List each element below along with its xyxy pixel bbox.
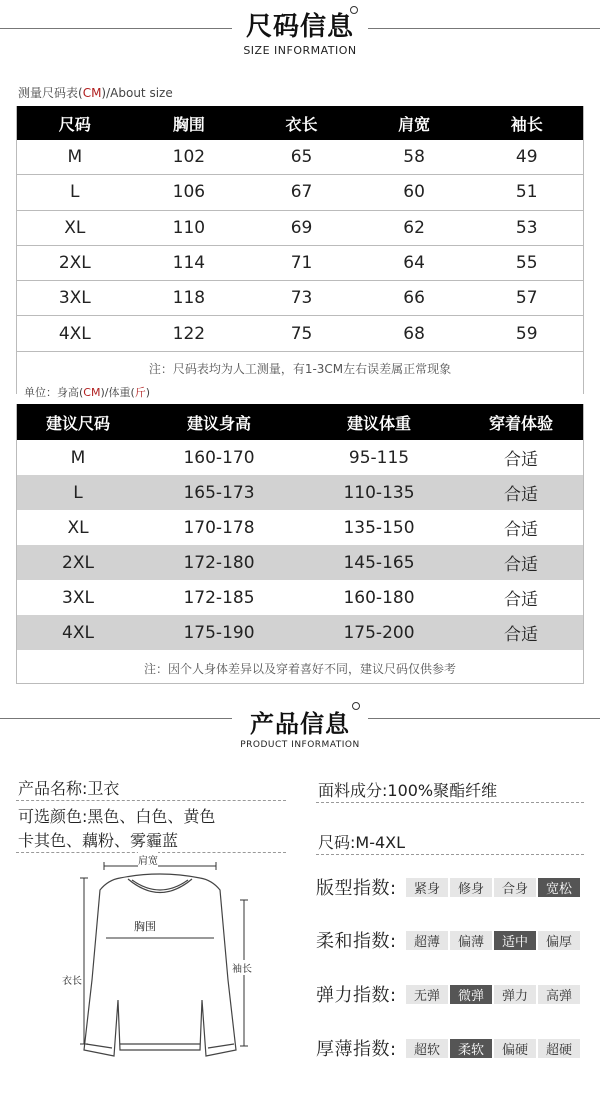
thickness-index-row [316,1037,582,1059]
thickness-option-chip-selected: 柔软 [450,1039,492,1058]
thickness-option-chip: 偏硬 [494,1039,536,1058]
table-cell: L [70,182,80,203]
elasticity-index-label: 弹力指数: [316,985,397,1006]
table-cell: 3XL [62,587,94,608]
recommend-caption [24,384,150,400]
fit-option-chip-selected: 宽松 [538,878,580,897]
table-cell: 73 [290,288,313,309]
fit-option-chip: 合身 [494,878,536,897]
table-cell: 172-180 [183,552,255,573]
table-cell: 49 [515,147,538,168]
softness-option-chip-selected: 适中 [494,931,536,950]
softness-option-chip: 偏厚 [538,931,580,950]
recommend-table-row [17,475,583,510]
measure-header-cell: 尺码 [58,114,91,134]
thickness-option-chip: 超软 [406,1039,448,1058]
table-cell: 95-115 [348,447,410,468]
table-cell: 合适 [504,625,538,645]
measure-table-header [17,106,583,140]
elasticity-option-chip: 高弹 [538,985,580,1004]
recommend-caption-suffix: ) [145,386,151,399]
dashed-divider [316,802,584,803]
table-cell: 3XL [58,288,91,309]
table-cell: 合适 [504,485,538,505]
measure-table-row [17,281,583,316]
recommend-table-row [17,545,583,580]
degree-ring-icon [350,6,358,14]
header-rule-right [368,28,600,29]
table-cell: 102 [172,147,206,168]
table-cell: 4XL [58,323,91,344]
size-info-subtitle: SIZE INFORMATION [243,44,357,57]
table-cell: M [70,447,86,468]
measure-header-cell: 衣长 [285,114,318,134]
size-info-title: 尺码信息 [245,12,354,42]
table-cell: M [67,147,83,168]
softness-option-chip: 超薄 [406,931,448,950]
measure-table-row [17,316,583,351]
recommend-header-cell: 穿着体验 [488,413,553,433]
table-cell: 175-200 [343,622,415,643]
fit-option-chip: 紧身 [406,878,448,897]
sweatshirt-diagram [40,850,280,1070]
length-label: 衣长 [62,972,82,987]
table-cell: 59 [515,323,538,344]
measure-note: 注：尺码表均为人工测量，有1-3CM左右误差属正常现象 [148,361,452,376]
table-cell: L [73,482,83,503]
sleeve-label: 袖长 [232,960,252,975]
product-size-range: 尺码:M-4XL [318,833,406,852]
recommend-table-row [17,510,583,545]
table-cell: 67 [290,182,313,203]
elasticity-option-chip: 弹力 [494,985,536,1004]
table-cell: 4XL [62,622,94,643]
fit-index-label: 版型指数: [316,878,397,899]
table-cell: 160-180 [343,587,415,608]
dashed-divider [316,854,584,855]
recommend-caption-mid: )/体重( [100,386,135,399]
recommend-table-header [17,404,583,440]
size-info-header [0,0,600,60]
table-cell: 66 [403,288,425,309]
table-cell: 172-185 [183,587,255,608]
product-info-title: 产品信息 [250,710,350,738]
table-cell: 合适 [504,450,538,470]
product-fabric: 面料成分:100%聚酯纤维 [318,781,498,800]
thickness-index-label: 厚薄指数: [316,1039,397,1060]
measure-header-cell: 肩宽 [398,114,431,134]
dashed-divider [16,800,286,801]
elasticity-index-row [316,983,582,1005]
table-cell: 55 [515,253,538,274]
table-cell: 135-150 [343,517,415,538]
softness-index-label: 柔和指数: [316,931,397,952]
measure-table-row [17,175,583,210]
table-cell: 145-165 [343,552,415,573]
table-cell: XL [67,517,89,538]
recommend-caption-unit-jin: 斤 [134,386,146,399]
table-cell: 65 [290,147,313,168]
table-cell: 110 [172,217,206,238]
table-cell: 69 [290,217,313,238]
recommend-table-row [17,440,583,475]
recommend-caption-prefix: 单位：身高( [24,386,84,399]
table-cell: 106 [172,182,206,203]
elasticity-option-chip-selected: 微弹 [450,985,492,1004]
product-info-header [0,698,600,758]
measure-header-cell: 袖长 [510,114,543,134]
measure-caption-prefix: 测量尺码表( [18,86,83,100]
product-info-subtitle: PRODUCT INFORMATION [240,740,360,750]
recommend-caption-unit-cm: CM [83,386,101,399]
table-cell: 165-173 [183,482,255,503]
table-cell: 68 [403,323,425,344]
table-cell: 160-170 [183,447,255,468]
table-cell: 64 [403,253,425,274]
table-cell: XL [64,217,86,238]
measure-header-cell: 胸围 [172,114,205,134]
table-cell: 57 [515,288,538,309]
fit-option-chip: 修身 [450,878,492,897]
thickness-option-chip: 超硬 [538,1039,580,1058]
table-cell: 170-178 [183,517,255,538]
shoulder-label: 肩宽 [138,852,158,867]
softness-index-row [316,929,582,951]
degree-ring-icon [352,702,360,710]
chest-label: 胸围 [134,920,156,933]
table-cell: 2XL [58,253,91,274]
table-cell: 合适 [504,520,538,540]
softness-option-chip: 偏薄 [450,931,492,950]
table-cell: 71 [290,253,313,274]
table-cell: 122 [172,323,206,344]
table-cell: 51 [515,182,538,203]
table-cell: 2XL [62,552,94,573]
table-cell: 62 [403,217,425,238]
table-cell: 75 [290,323,313,344]
table-cell: 110-135 [343,482,415,503]
recommend-table [16,404,584,684]
fit-index-row [316,876,582,898]
product-name: 产品名称:卫衣 [18,779,120,798]
measure-caption-unit: CM [82,86,102,100]
measure-table-row [17,211,583,246]
measure-caption [18,84,173,101]
table-cell: 118 [172,288,206,309]
recommend-header-cell: 建议身高 [186,413,251,433]
measure-table [16,106,584,394]
table-cell: 合适 [504,590,538,610]
product-colors-line2: 卡其色、藕粉、雾霾蓝 [18,831,179,850]
recommend-header-cell: 建议尺码 [45,413,110,433]
measure-table-row [17,140,583,175]
table-cell: 58 [403,147,425,168]
recommend-table-row [17,580,583,615]
table-cell: 合适 [504,555,538,575]
table-cell: 60 [403,182,425,203]
table-cell: 53 [515,217,538,238]
recommend-note: 注：因个人身体差异以及穿着喜好不同，建议尺码仅供参考 [143,662,456,676]
header-rule-right [368,718,600,719]
table-cell: 114 [172,253,206,274]
measure-table-row [17,246,583,281]
recommend-header-cell: 建议体重 [346,413,411,433]
elasticity-option-chip: 无弹 [406,985,448,1004]
table-cell: 175-190 [183,622,255,643]
product-colors-line1: 可选颜色:黑色、白色、黄色 [18,807,216,826]
recommend-table-row [17,615,583,650]
measure-caption-suffix: )/About size [101,86,173,100]
